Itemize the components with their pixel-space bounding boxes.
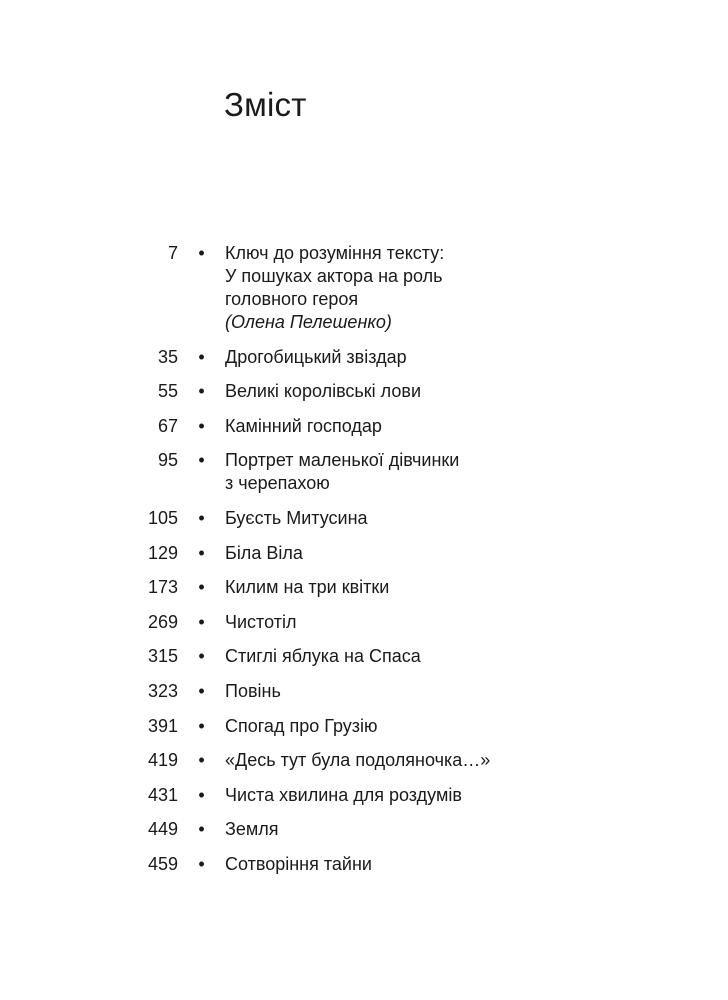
- bullet-icon: •: [198, 715, 205, 736]
- chapter-title: [225, 853, 545, 876]
- page-number: 35: [157, 346, 178, 367]
- chapter-title-line: Портрет маленької дівчинки: [225, 450, 460, 471]
- bullet-icon: •: [198, 542, 205, 563]
- chapter-title: [225, 611, 545, 634]
- bullet-icon: •: [198, 450, 205, 471]
- bullet-icon: •: [198, 243, 205, 263]
- bullet-icon: •: [198, 853, 205, 874]
- chapter-title-line: Камінний господар: [225, 415, 382, 436]
- bullet-icon: •: [198, 611, 205, 632]
- toc-entry: [0, 749, 728, 772]
- chapter-title: [225, 507, 545, 530]
- chapter-title: [225, 242, 545, 334]
- page-title: Зміст: [224, 86, 307, 123]
- chapter-title: [225, 784, 545, 807]
- chapter-title-line: головного героя: [225, 289, 359, 309]
- page-number: 315: [147, 646, 178, 667]
- page-number: 95: [157, 450, 178, 471]
- chapter-author: (Олена Пелешенко): [225, 312, 392, 332]
- bullet-icon: •: [198, 646, 205, 667]
- chapter-title-line: Сотворіння тайни: [225, 853, 372, 874]
- chapter-title-line: Дрогобицький звіздар: [225, 346, 407, 367]
- toc-entry: [0, 576, 728, 599]
- page-number: 431: [147, 784, 178, 805]
- bullet-icon: •: [198, 680, 205, 701]
- chapter-title: [225, 715, 545, 738]
- chapter-title: [225, 346, 545, 369]
- toc-entry: [0, 242, 728, 334]
- toc-entry: [0, 380, 728, 403]
- toc-entry: [0, 680, 728, 703]
- bullet-icon: •: [198, 819, 205, 840]
- chapter-title: [225, 542, 545, 565]
- toc-entry: [0, 542, 728, 565]
- chapter-title: [225, 749, 545, 772]
- chapter-title-line: «Десь тут була подоляночка…»: [225, 750, 491, 771]
- page-number: 419: [147, 750, 178, 771]
- bullet-icon: •: [198, 346, 205, 367]
- toc-entry: [0, 818, 728, 841]
- page-number: 173: [147, 577, 178, 598]
- chapter-title: [225, 380, 545, 403]
- toc-entry: [0, 784, 728, 807]
- bullet-icon: •: [198, 784, 205, 805]
- chapter-title: [225, 680, 545, 703]
- page-number: 7: [167, 243, 178, 263]
- chapter-title-line: Ключ до розуміння тексту:: [225, 243, 445, 263]
- chapter-title-line: Килим на три квітки: [225, 577, 390, 598]
- toc-entry: [0, 611, 728, 634]
- toc-entry: [0, 449, 728, 495]
- page-number: 129: [147, 542, 178, 563]
- chapter-title-line: Чиста хвилина для роздумів: [225, 784, 462, 805]
- chapter-title: [225, 645, 545, 668]
- bullet-icon: •: [198, 381, 205, 402]
- bullet-icon: •: [198, 415, 205, 436]
- chapter-title-line: Повінь: [225, 680, 281, 701]
- toc-entry: [0, 507, 728, 530]
- toc-entry: [0, 645, 728, 668]
- chapter-title-line: Земля: [225, 819, 279, 840]
- chapter-title: [225, 449, 545, 495]
- page-number: 449: [147, 819, 178, 840]
- chapter-title-line: з черепахою: [225, 473, 330, 494]
- page-number: 269: [147, 611, 178, 632]
- page-number: 55: [157, 381, 178, 402]
- table-of-contents: [0, 242, 728, 888]
- page-number: 323: [147, 680, 178, 701]
- toc-entry: [0, 715, 728, 738]
- chapter-title-line: Біла Віла: [225, 542, 303, 563]
- chapter-title-line: Чистотіл: [225, 611, 297, 632]
- bullet-icon: •: [198, 507, 205, 528]
- chapter-title-line: Стиглі яблука на Спаса: [225, 646, 421, 667]
- page-number: 105: [147, 507, 178, 528]
- bullet-icon: •: [198, 750, 205, 771]
- chapter-title-line: Великі королівські лови: [225, 381, 422, 402]
- chapter-title: [225, 576, 545, 599]
- chapter-title-line: Спогад про Грузію: [225, 715, 378, 736]
- page-number: 459: [147, 853, 178, 874]
- chapter-title-line: Буєсть Митусина: [225, 507, 368, 528]
- chapter-title-line: У пошуках актора на роль: [225, 266, 443, 286]
- toc-entry: [0, 415, 728, 438]
- toc-entry: [0, 853, 728, 876]
- chapter-title: [225, 415, 545, 438]
- page-number: 391: [147, 715, 178, 736]
- page-number: 67: [157, 415, 178, 436]
- toc-entry: [0, 346, 728, 369]
- chapter-title: [225, 818, 545, 841]
- bullet-icon: •: [198, 577, 205, 598]
